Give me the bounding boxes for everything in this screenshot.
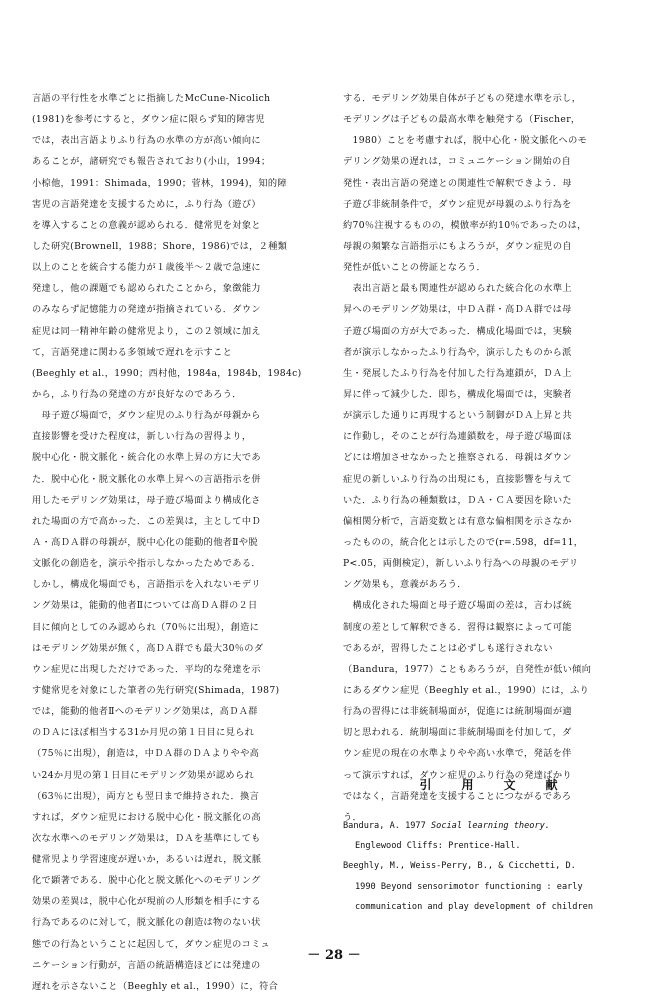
text-line: しかし，構成化場面でも，言語指示を入れないモデリ — [32, 579, 261, 591]
text-line: 制度の差として解釈できる．習得は観察によって可能 — [343, 621, 572, 633]
text-line: では，能動的他者Ⅱへのモデリング効果は，高ＤＡ群 — [32, 706, 258, 718]
text-line: 以上のことを統合する能力が１歳後半～２歳で急速に — [32, 262, 261, 274]
text-line: 表出言語と最も関連性が認められた統合化の水準上 — [343, 283, 572, 295]
left-column — [32, 88, 325, 997]
text-line: 生・発展したふり行為を付加した行為連鎖が，ＤＡ上 — [343, 367, 572, 379]
text-line: 者が演示しなかったふり行為や，演示したものから派 — [343, 346, 572, 358]
text-line: 母親の頻繁な言語指示にもよろうが，ダウン症児の自 — [343, 240, 572, 252]
page-number: － 28 － — [307, 948, 361, 963]
text-line: が演示した通りに再現するという制御がＤＡ上昇と共 — [343, 410, 572, 422]
text-line: モデリングは子どもの最高水準を触発する（Fischer， — [343, 114, 581, 126]
text-line: 行為であるのに対して，脱文脈化の創造は物のない状 — [32, 917, 261, 929]
reference-title: Social learning theory. — [430, 821, 550, 831]
reference-line — [343, 897, 643, 917]
text-line: 約70％注視するものの，模倣率が約10％であったのは， — [343, 219, 587, 231]
text-line: であるが，習得したことは必ずしも遂行されない — [343, 642, 553, 654]
text-line: デリング効果の遅れは，コミュニケーション開始の自 — [343, 156, 572, 168]
text-line: いた．ふり行為の種類数は，ＤＡ・ＣＡ要因を除いた — [343, 494, 572, 506]
right-column — [343, 88, 643, 828]
text-line: 発性が低いことの傍証となろう． — [343, 262, 487, 274]
text-line: から，ふり行為の発達の方が良好なのであろう． — [32, 388, 242, 400]
text-line: （63％に出現），両方とも翌日まで維持された．換言 — [32, 790, 260, 802]
text-line: 言語の平行性を水準ごとに指摘したMcCune-Nicolich — [32, 93, 271, 104]
text-line: 行為の習得には非統制場面が，促進には統制場面が適 — [343, 706, 572, 718]
text-line: 脱中心化・脱文脈化・統合化の水準上昇の方に大であ — [32, 452, 261, 464]
text-line: （75％に出現），創造は，中ＤＡ群のＤＡよりやや高 — [32, 748, 260, 760]
reference-text: communication and play development of children — [355, 901, 593, 912]
text-line: 子遊び非統制条件で，ダウン症児が母親のふり行為を — [343, 198, 572, 210]
text-line: 昇へのモデリング効果は，中ＤＡ群・高ＤＡ群では母 — [343, 304, 572, 316]
references-list — [343, 816, 643, 917]
text-line: (Beeghly et al.，1990；西村他，1984a，1984b，1984c) — [32, 367, 302, 379]
references-heading: 引 用 文 献 — [419, 778, 567, 792]
text-line: って演示すれば，ダウン症児のふり行為の発達ばかり — [343, 769, 572, 781]
text-line: ニケーション行動が，言語の統語構造ほどには発達の — [32, 959, 261, 971]
text-line: 発達し，他の課題でも認められたことから，象徴能力 — [32, 283, 261, 295]
text-line: Ａ・高ＤＡ群の母親が，脱中心化の能動的他者Ⅱや脱 — [32, 536, 258, 548]
text-line: 目に傾向としてのみ認められ（70％に出現），創造に — [32, 621, 260, 633]
text-line: 小椋他，1991：Shimada，1990；菅林，1994)，知的障 — [32, 177, 287, 189]
text-line: に作動し，そのことが行為連鎖数を，母子遊び場面ほ — [343, 431, 572, 443]
reference-line — [343, 836, 643, 856]
reference-text: Bandura, A. 1977 — [343, 821, 431, 831]
text-line: ではなく，言語発達を支援することにつながるであろ — [343, 790, 572, 802]
text-line: のＤＡにほぼ相当する31か月児の第１日目に見られ — [32, 727, 255, 739]
text-line: （Bandura，1977）こともあろうが，自発性が低い傾向 — [343, 663, 592, 675]
text-line: 偏相関分析で，言語変数とは有意な偏相関を示さなか — [343, 515, 572, 527]
text-line: すれば，ダウン症児における脱中心化・脱文脈化の高 — [32, 811, 261, 823]
text-line: ング効果も，意義があろう． — [343, 579, 467, 591]
text-line: 化で顕著である．脱中心化と脱文脈化へのモデリング — [32, 875, 261, 887]
reference-line — [343, 856, 643, 876]
reference-text: 1990 Beyond sensorimotor functioning : early — [355, 881, 583, 892]
text-line: P<.05，両側検定），新しいふり行為への母親のモデリ — [343, 558, 579, 570]
text-line: ったものの，統合化とは示したので(r=.598，df=11， — [343, 536, 584, 548]
text-line: では，表出言語よりふり行為の水準の方が高い傾向に — [32, 135, 261, 147]
text-line: どには増加させなかったと推察される．母親はダウン — [343, 452, 572, 464]
reference-text: Englewood Cliffs: Prentice-Hall. — [355, 841, 521, 852]
text-line: ウン症児の現在の水準よりやや高い水準で，発話を伴 — [343, 748, 572, 760]
text-line: する．モデリング効果自体が子どもの発達水準を示し， — [343, 93, 582, 104]
text-line: 害児の言語発達を支援するために，ふり行為（遊び） — [32, 198, 261, 210]
text-line: (1981)を参考にすると，ダウン症に限らず知的障害児 — [32, 114, 265, 126]
text-line: 直接影響を受けた程度は，新しい行為の習得より， — [32, 431, 252, 443]
text-line: を導入することの意義が認められる．健常児を対象と — [32, 219, 261, 231]
text-line: はモデリング効果が無く，高ＤＡ群でも最大30％のダ — [32, 642, 264, 654]
text-line: い24か月児の第１日目にモデリング効果が認められ — [32, 769, 255, 781]
text-line: 昇に伴って減少した．即ち，構成化場面では，実験者 — [343, 388, 572, 400]
text-line: 健常児より学習速度が遅いか，あるいは遅れ，脱文脈 — [32, 854, 262, 866]
text-line: 遅れを示さないこと（Beeghly et al.，1990）に，符合 — [32, 980, 279, 992]
reference-line — [343, 816, 643, 836]
text-line: 発性・表出言語の発達との関連性で解釈できよう．母 — [343, 177, 572, 189]
text-line: 構成化された場面と母子遊び場面の差は，言わば統 — [343, 600, 572, 612]
text-line: 文脈化の創造を，演示や指示しなかったためである． — [32, 558, 261, 570]
text-line: ング効果は，能動的他者Ⅱについては高ＤＡ群の２日 — [32, 600, 258, 612]
text-line: 母子遊び場面で，ダウン症児のふり行為が母親から — [32, 410, 261, 422]
reference-line — [343, 877, 643, 897]
text-line: て，言語発達に関わる多領域で遅れを示すこと — [32, 346, 233, 358]
text-line: 症児の新しいふり行為の出現にも，直接影響を与えて — [343, 473, 572, 485]
text-line: ウン症児に出現しただけであった．平均的な発達を示 — [32, 663, 261, 675]
text-line: 症児は同一精神年齢の健常児より，この２領域に加え — [32, 325, 261, 337]
text-line: た．脱中心化・脱文脈化の水準上昇への言語指示を併 — [32, 473, 261, 485]
text-line: あることが，諸研究でも報告されており(小山，1994； — [32, 156, 271, 168]
text-line: 次な水準へのモデリング効果は，ＤＡを基準にしても — [32, 832, 261, 844]
text-line: 用したモデリング効果は，母子遊び場面より構成化さ — [32, 494, 261, 506]
text-line: す健常児を対象にした筆者の先行研究(Shimada，1987) — [32, 684, 280, 696]
text-line: した研究(Brownell，1988；Shore，1986)では，２種類 — [32, 240, 288, 252]
text-line: れた場面の方で高かった．この差異は，主として中Ｄ — [32, 515, 261, 527]
text-line: 1980）ことを考慮すれば，脱中心化・脱文脈化へのモ — [343, 135, 588, 147]
text-line: のみならず記憶能力の発達が指摘されている．ダウン — [32, 304, 261, 316]
text-line: 切と思われる．統制場面に非統制場面を付加して，ダ — [343, 727, 572, 739]
text-line: 効果の差異は，脱中心化が現前の人形類を相手にする — [32, 896, 261, 908]
reference-text: Beeghly, M., Weiss-Perry, B., & Cicchetti, D. — [343, 861, 576, 872]
text-line: にあるダウン症児（Beeghly et al.，1990）には，ふり — [343, 684, 590, 696]
text-line: 態での行為ということに起因して，ダウン症児のコミュ — [32, 938, 271, 950]
text-line: 子遊び場面の方が大であった．構成化場面では，実験 — [343, 325, 572, 337]
text-line: う． — [343, 811, 363, 823]
